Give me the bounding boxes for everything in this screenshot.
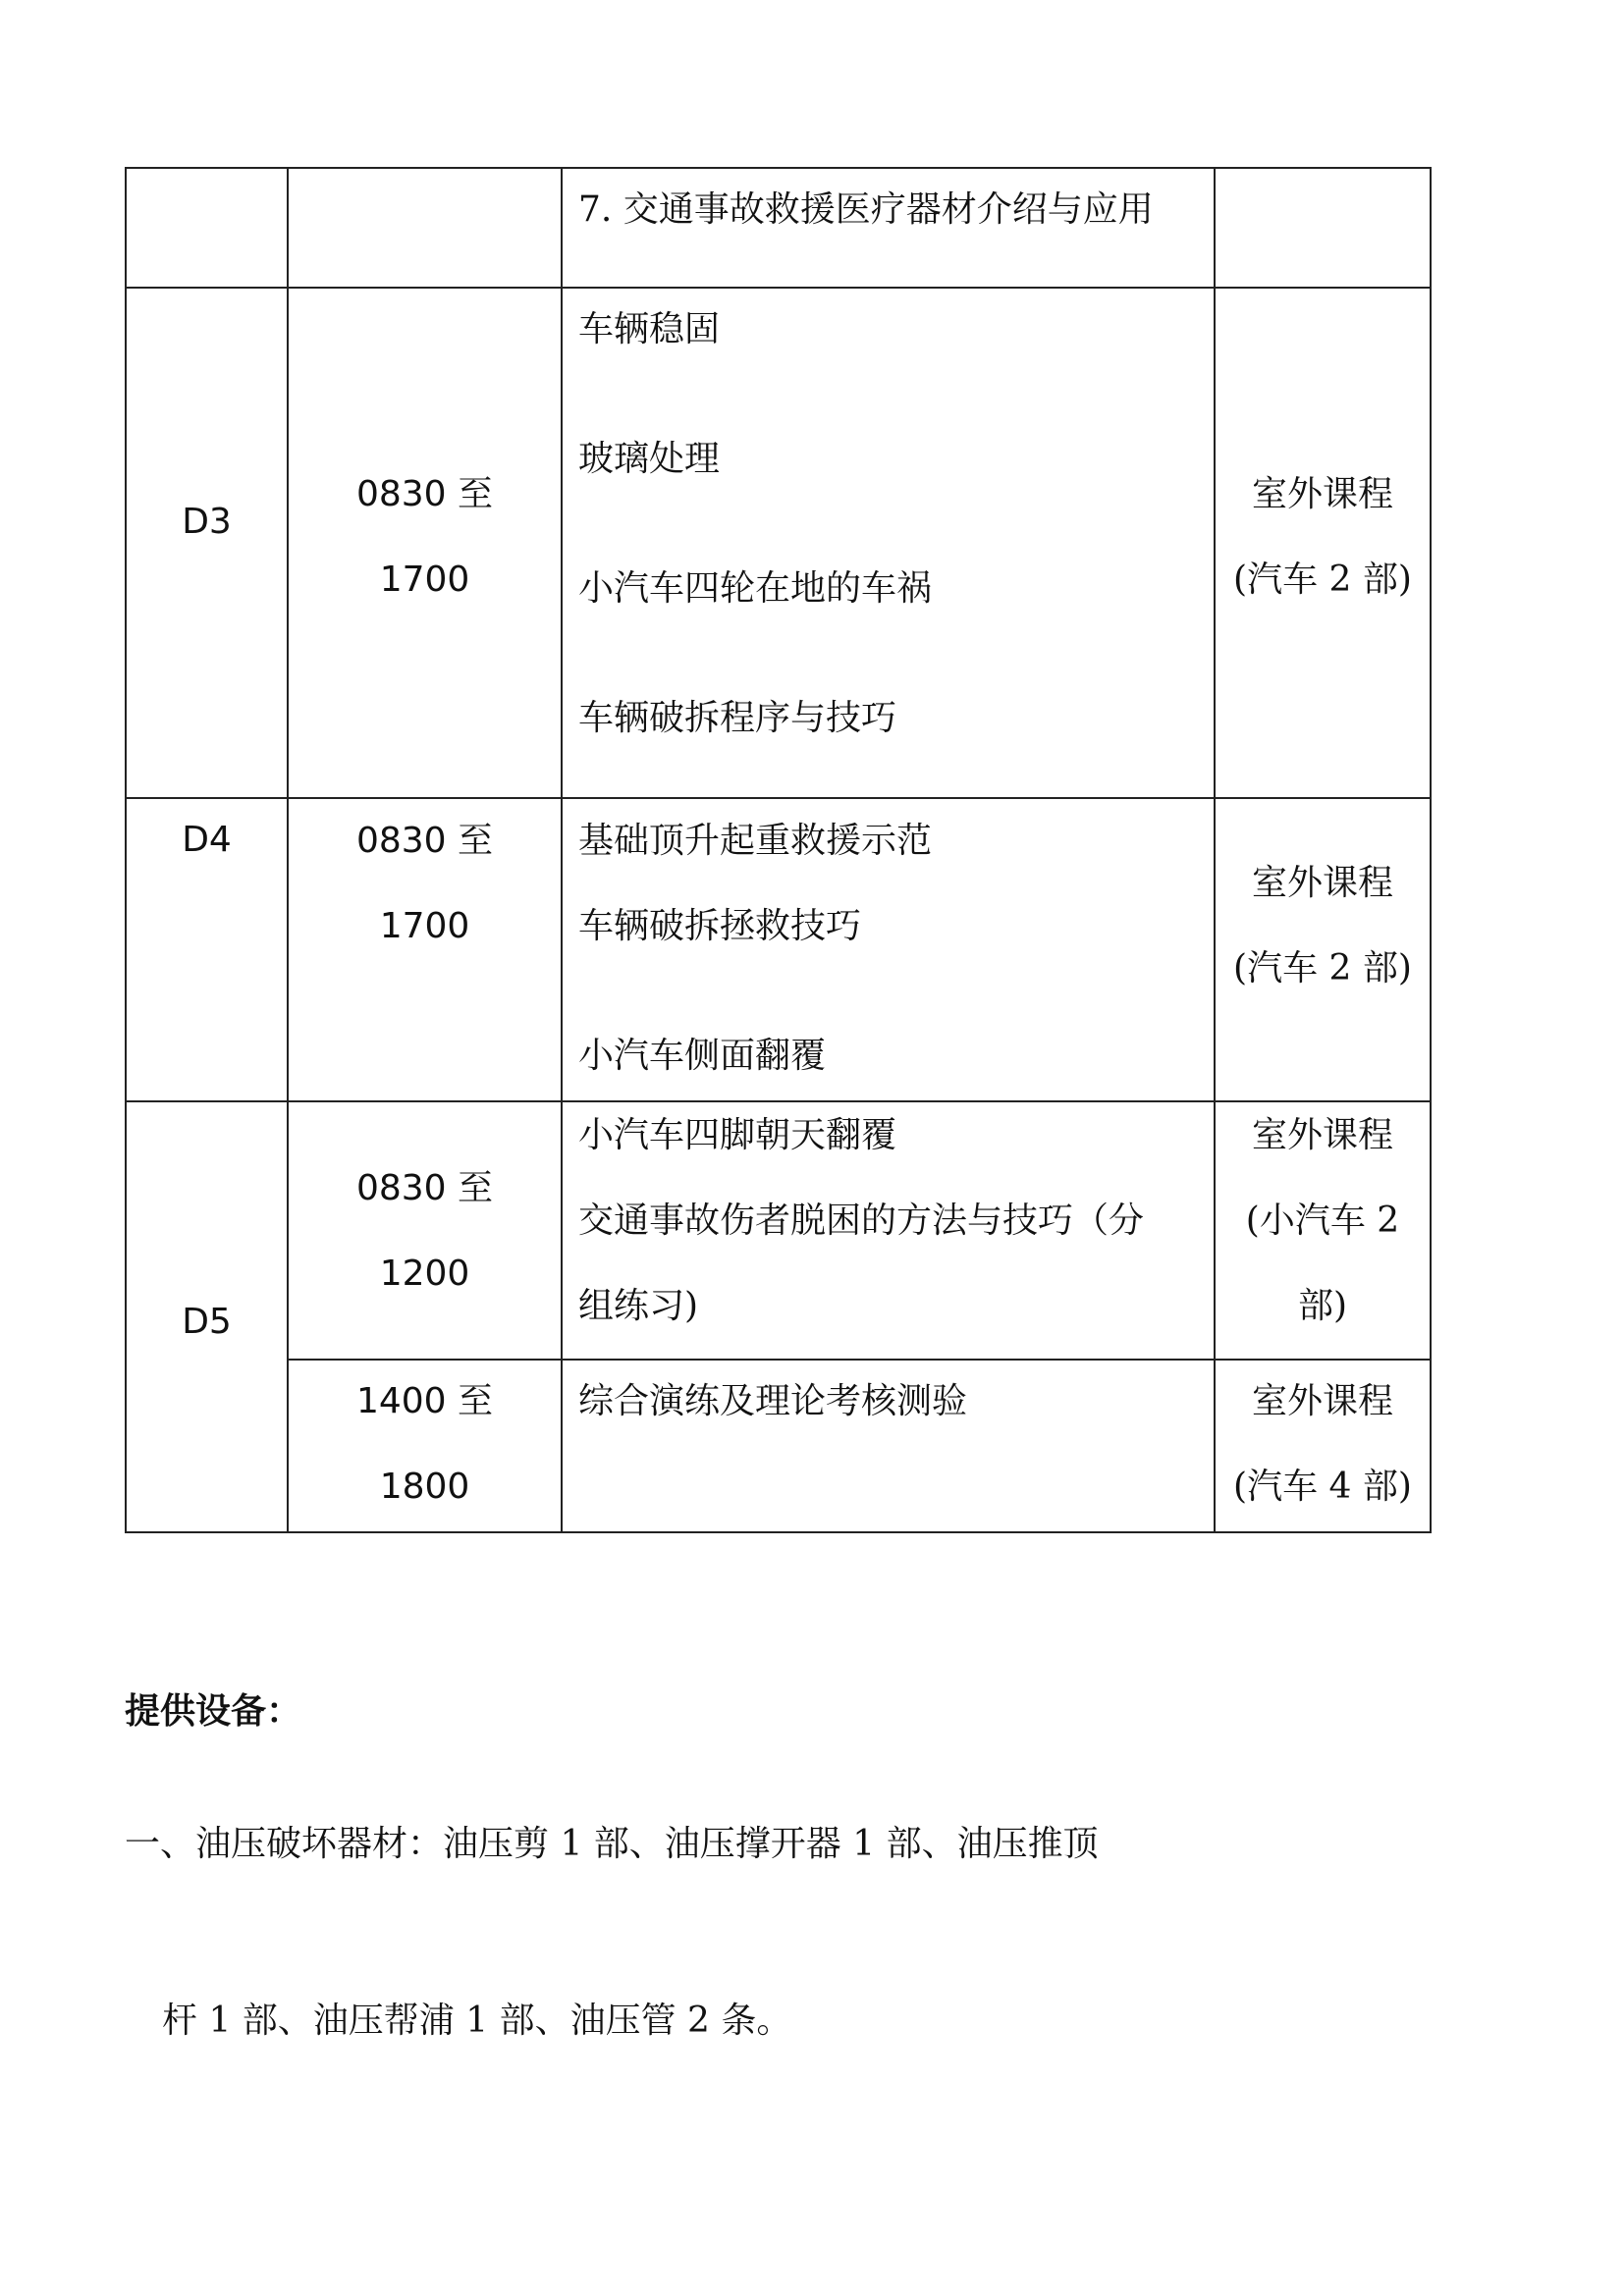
note-line: 部) [1297,1286,1348,1326]
day-cell [126,798,288,1101]
time-cell [288,1101,562,1360]
equipment-line: 杆 1 部、油压帮浦 1 部、油压管 2 条。 [162,2001,792,2041]
note-cell [1215,168,1431,288]
day-cell [126,1101,288,1532]
content-line: 车辆稳固 [578,309,721,349]
time-start: 0830 至 [355,821,494,861]
table-row [126,1360,1431,1532]
day-cell [126,168,288,288]
table-row [126,1101,1431,1360]
time-start: 0830 至 [355,1168,494,1208]
note-cell [1215,1360,1431,1532]
content-line: 小汽车四轮在地的车祸 [578,568,933,609]
day-label: D4 [182,820,232,860]
content-cell [562,288,1215,798]
content-line: 小汽车四脚朝天翻覆 [578,1115,897,1155]
training-schedule-table [125,167,1432,1533]
note-cell [1215,1101,1431,1360]
time-cell [288,168,562,288]
table-row [126,798,1431,1101]
time-cell [288,288,562,798]
note-cell [1215,798,1431,1101]
note-cell [1215,288,1431,798]
time-end: 1700 [379,906,470,946]
content-line: 交通事故伤者脱困的方法与技巧（分 [578,1201,1145,1241]
content-line: 车辆破拆程序与技巧 [578,698,897,738]
content-line: 车辆破拆拯救技巧 [578,906,862,946]
table-row [126,168,1431,288]
note-line: (汽车 4 部) [1233,1467,1412,1507]
content-line: 小汽车侧面翻覆 [578,1036,827,1076]
day-label: D3 [182,502,232,542]
equipment-line: 一、油压破坏器材：油压剪 1 部、油压撑开器 1 部、油压推顶 [125,1824,1099,1864]
note-line: (汽车 2 部) [1233,560,1412,600]
note-line: (小汽车 2 [1245,1201,1400,1241]
note-line: 室外课程 [1251,863,1393,903]
time-start: 1400 至 [355,1381,494,1421]
content-line: 7. 交通事故救援医疗器材介绍与应用 [578,189,1154,230]
note-line: 室外课程 [1251,474,1393,514]
content-line: 组练习) [578,1286,699,1326]
time-start: 0830 至 [355,474,494,514]
content-cell [562,1101,1215,1360]
day-label: D5 [182,1302,232,1342]
content-line: 基础顶升起重救援示范 [578,821,933,861]
note-line: 室外课程 [1251,1381,1393,1421]
time-end: 1200 [379,1254,470,1294]
time-cell [288,798,562,1101]
equipment-heading: 提供设备： [125,1691,302,1732]
day-cell [126,288,288,798]
content-line: 综合演练及理论考核测验 [578,1381,968,1421]
table-row [126,288,1431,798]
content-cell [562,1360,1215,1532]
content-line: 玻璃处理 [578,439,721,479]
time-end: 1800 [379,1467,470,1507]
content-cell [562,168,1215,288]
content-cell [562,798,1215,1101]
note-line: 室外课程 [1251,1115,1393,1155]
note-line: (汽车 2 部) [1233,948,1412,988]
time-end: 1700 [379,560,470,600]
time-cell [288,1360,562,1532]
